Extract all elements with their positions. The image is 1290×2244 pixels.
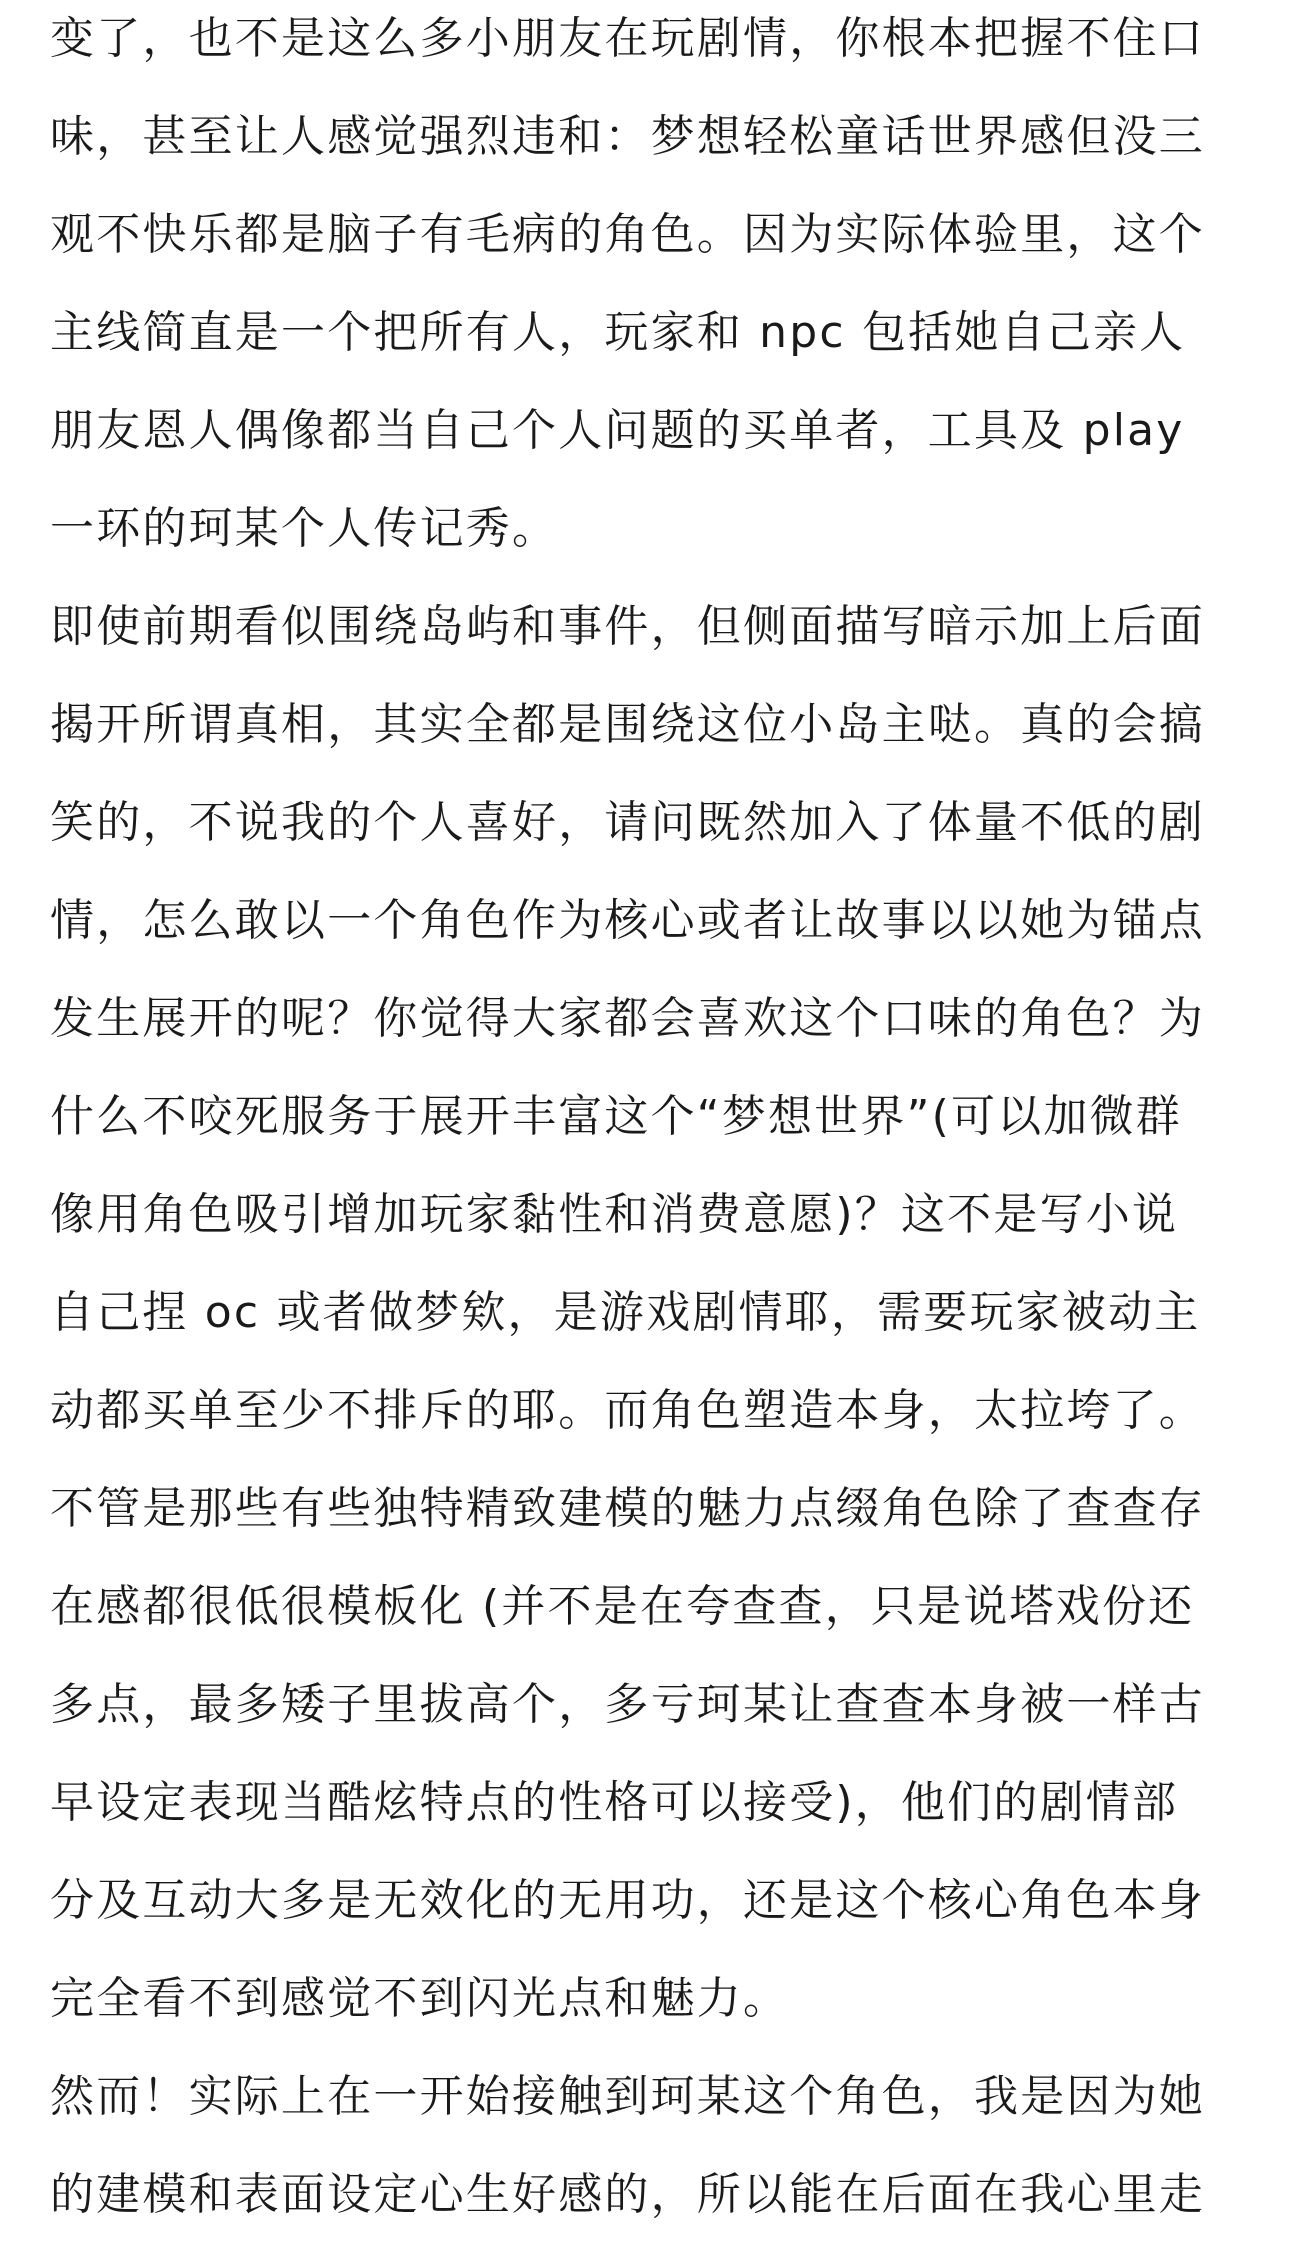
- text-line: 自己捏 oc 或者做梦欸，是游戏剧情耶，需要玩家被动主: [50, 1287, 1201, 1338]
- text-line: 像用角色吸引增加玩家黏性和消费意愿)？这不是写小说: [50, 1189, 1179, 1240]
- text-line: 朋友恩人偶像都当自己个人问题的买单者，工具及 play: [50, 405, 1185, 456]
- text-line: 多点，最多矮子里拔高个，多亏珂某让查查本身被一样古: [50, 1679, 1205, 1730]
- text-line: 情，怎么敢以一个角色作为核心或者让故事以以她为锚点: [50, 895, 1205, 946]
- text-line: 在感都很低很模板化 (并不是在夸查查，只是说塔戏份还: [50, 1581, 1195, 1632]
- text-line: 发生展开的呢？你觉得大家都会喜欢这个口味的角色？为: [50, 993, 1205, 1044]
- text-line: 早设定表现当酷炫特点的性格可以接受)，他们的剧情部: [50, 1777, 1179, 1828]
- text-line: 揭开所谓真相，其实全都是围绕这位小岛主哒。真的会搞: [50, 699, 1205, 750]
- text-line: 分及互动大多是无效化的无用功，还是这个核心角色本身: [50, 1875, 1205, 1926]
- text-line: 主线简直是一个把所有人，玩家和 npc 包括她自己亲人: [50, 307, 1186, 358]
- text-line: 的建模和表面设定心生好感的，所以能在后面在我心里走: [50, 2169, 1205, 2220]
- text-line: 然而！实际上在一开始接触到珂某这个角色，我是因为她: [50, 2071, 1205, 2122]
- text-line: 动都买单至少不排斥的耶。而角色塑造本身，太拉垮了。: [50, 1385, 1205, 1436]
- text-line: 观不快乐都是脑子有毛病的角色。因为实际体验里，这个: [50, 209, 1205, 260]
- text-line: 一环的珂某个人传记秀。: [50, 503, 559, 554]
- text-line: 即使前期看似围绕岛屿和事件，但侧面描写暗示加上后面: [50, 601, 1205, 652]
- text-line: 什么不咬死服务于展开丰富这个“梦想世界”(可以加微群: [50, 1091, 1182, 1142]
- text-line: 变了，也不是这么多小朋友在玩剧情，你根本把握不住口: [50, 13, 1205, 64]
- text-line: 完全看不到感觉不到闪光点和魅力。: [50, 1973, 790, 2024]
- text-line: 笑的，不说我的个人喜好，请问既然加入了体量不低的剧: [50, 797, 1205, 848]
- text-line: 味，甚至让人感觉强烈违和：梦想轻松童话世界感但没三: [50, 111, 1205, 162]
- text-line: 不管是那些有些独特精致建模的魅力点缀角色除了查查存: [50, 1483, 1205, 1534]
